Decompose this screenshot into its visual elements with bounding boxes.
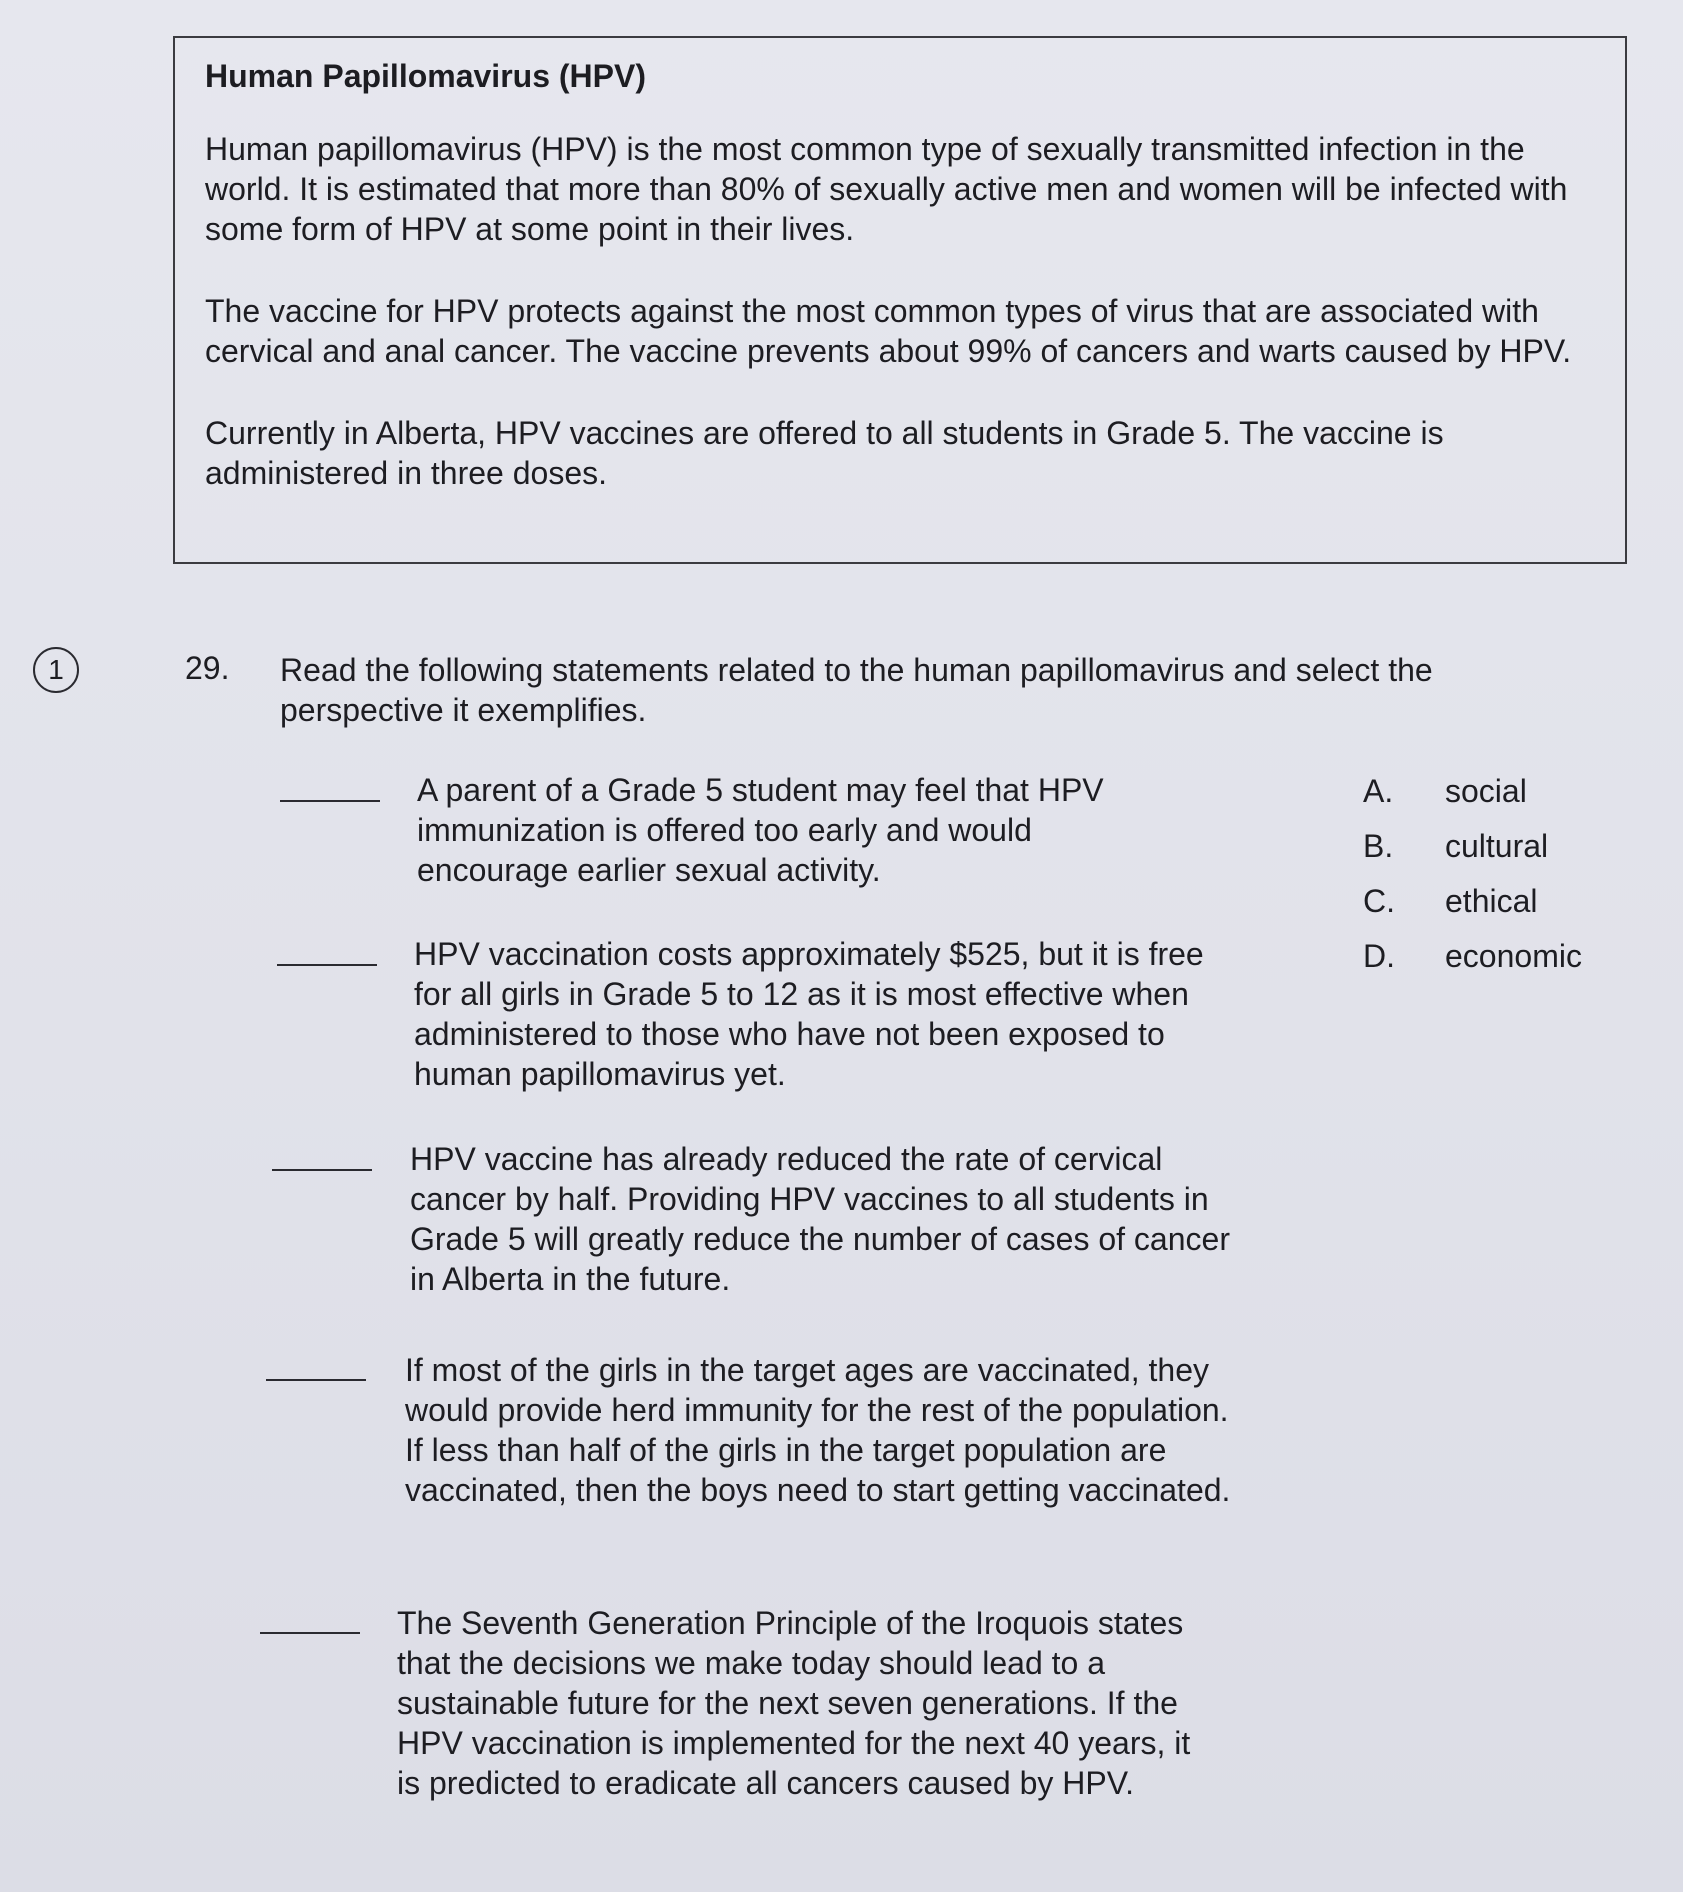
info-box-title: Human Papillomavirus (HPV) [205, 58, 646, 94]
statement-2: HPV vaccination costs approximately $525, but it is free for all girls in Grade 5 to 12 as it is most effective when administered to those who have not been exposed to human papillomavirus yet. [414, 936, 1204, 1092]
option-b-label: cultural [1445, 828, 1549, 864]
option-a-label: social [1445, 773, 1527, 809]
info-paragraph-vaccine: The vaccine for HPV protects against the most common types of virus that are associated with cervical and anal cancer. The vaccine prevents about 99% of cancers and warts caused by HPV. [205, 293, 1572, 369]
option-a-letter: A. [1363, 773, 1394, 809]
answer-blank-1[interactable] [280, 800, 380, 802]
statement-5: The Seventh Generation Principle of the Iroquois states that the decisions we make today should lead to a sustainable future for the next seven generations. If the HPV vaccination is implemented for the next 40 years, it is predicted to eradicate all cancers caused by HPV. [397, 1605, 1191, 1801]
info-paragraph-alberta: Currently in Alberta, HPV vaccines are offered to all students in Grade 5. The vaccine is administered in three doses. [205, 415, 1444, 491]
option-d-letter: D. [1363, 938, 1395, 974]
info-paragraph-prevalence: Human papillomavirus (HPV) is the most common type of sexually transmitted infection in the world. It is estimated that more than 80% of sexually active men and women will be infected with some form of HPV at some point in their lives. [205, 131, 1568, 247]
answer-blank-4[interactable] [266, 1379, 366, 1381]
question-number: 29. [185, 650, 230, 686]
mark-value-circle: 1 [33, 647, 79, 693]
option-d-label: economic [1445, 938, 1582, 974]
option-c-label: ethical [1445, 883, 1538, 919]
answer-blank-5[interactable] [260, 1632, 360, 1634]
hpv-info-box [173, 36, 1627, 564]
answer-blank-3[interactable] [272, 1169, 372, 1171]
answer-blank-2[interactable] [277, 964, 377, 966]
statement-3: HPV vaccine has already reduced the rate of cervical cancer by half. Providing HPV vaccines to all students in Grade 5 will greatly reduce the number of cases of cancer in Alberta in the future. [410, 1141, 1230, 1297]
question-prompt: Read the following statements related to the human papillomavirus and select the perspective it exemplifies. [280, 652, 1433, 728]
option-c-letter: C. [1363, 883, 1395, 919]
statement-4: If most of the girls in the target ages are vaccinated, they would provide herd immunity for the rest of the population. If less than half of the girls in the target population are vaccinated, then the boys need to start getting vaccinated. [405, 1352, 1231, 1508]
option-b-letter: B. [1363, 828, 1394, 864]
statement-1: A parent of a Grade 5 student may feel that HPV immunization is offered too early and would encourage earlier sexual activity. [417, 772, 1104, 888]
